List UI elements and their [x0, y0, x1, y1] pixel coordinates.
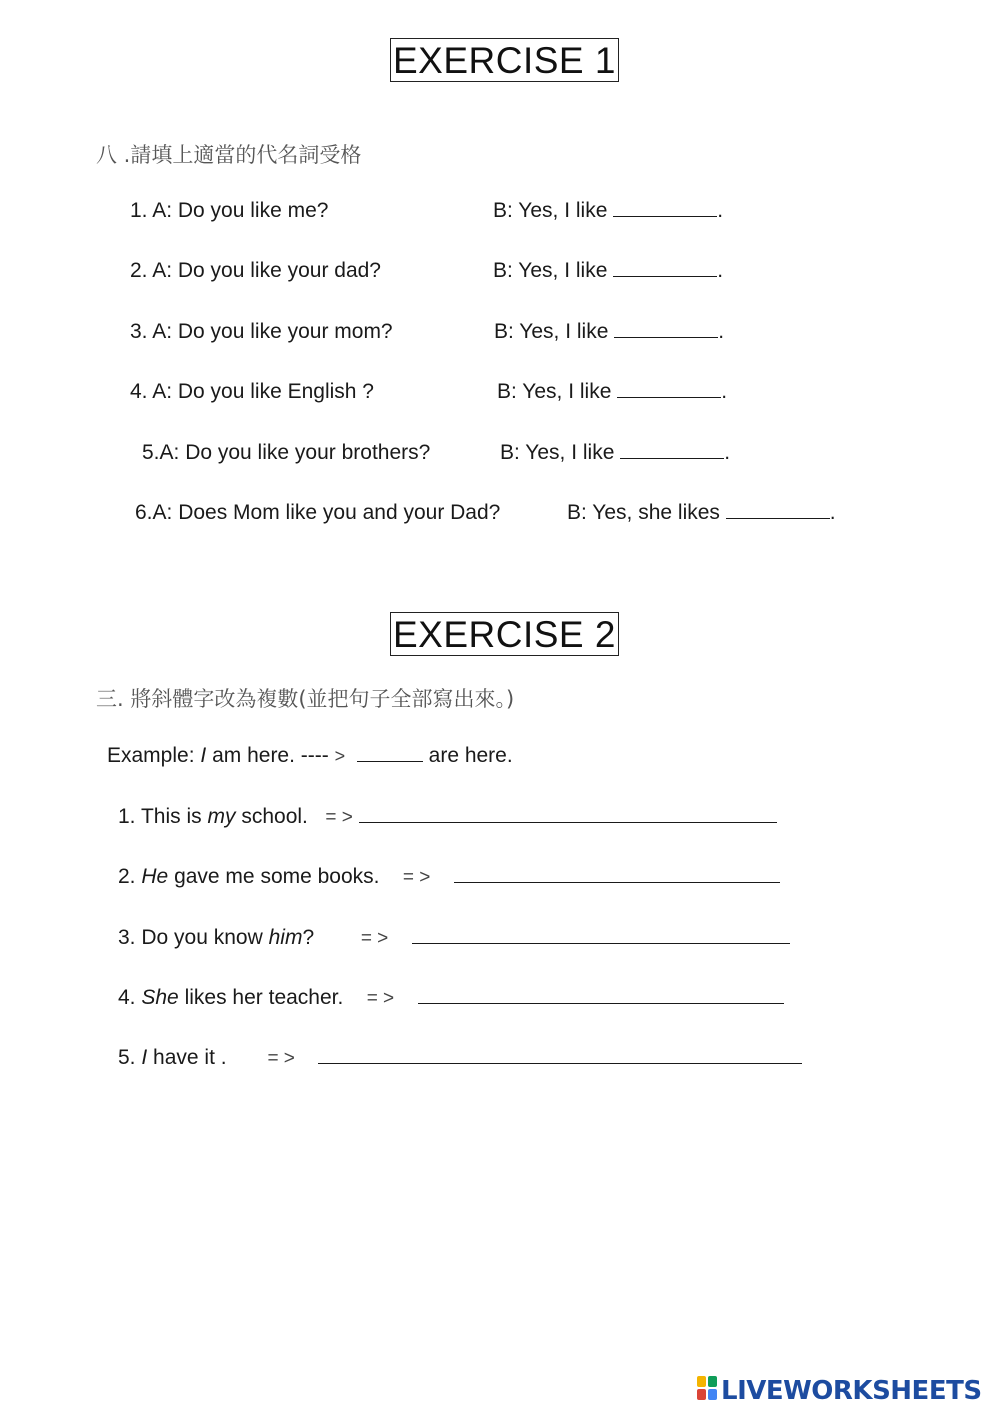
- item-italic-word: She: [141, 986, 179, 1009]
- answer-line[interactable]: [418, 1002, 784, 1004]
- item-prefix: 5.: [118, 1046, 136, 1069]
- exercise1-question-5: 5.A: Do you like your brothers?: [142, 441, 431, 464]
- exercise1-answer-4: [497, 380, 727, 404]
- answer-blank[interactable]: [613, 275, 717, 277]
- example-blank: [357, 760, 423, 762]
- item-suffix: likes her teacher.: [184, 986, 344, 1009]
- answer-blank[interactable]: [726, 517, 830, 519]
- answer-suffix: .: [717, 199, 724, 222]
- answer-prefix: B: Yes, I like: [494, 320, 609, 343]
- example-italic-word: I: [200, 744, 207, 767]
- example-after-blank: are here.: [428, 744, 513, 767]
- exercise1-answer-1: [493, 199, 723, 223]
- item-italic-word: I: [141, 1046, 148, 1069]
- exercise1-question-3: 3. A: Do you like your mom?: [130, 320, 393, 343]
- item-arrow: = >: [402, 867, 431, 888]
- item-prefix: 2.: [118, 865, 136, 888]
- answer-suffix: .: [724, 441, 731, 464]
- exercise2-item-1: [118, 805, 777, 829]
- item-arrow: = >: [366, 988, 395, 1009]
- answer-prefix: B: Yes, I like: [497, 380, 612, 403]
- answer-prefix: B: Yes, I like: [500, 441, 615, 464]
- exercise1-question-2: 2. A: Do you like your dad?: [130, 259, 381, 282]
- answer-blank[interactable]: [613, 215, 717, 217]
- answer-line[interactable]: [454, 881, 780, 883]
- answer-line[interactable]: [359, 821, 777, 823]
- exercise1-answer-2: [493, 259, 723, 283]
- answer-prefix: B: Yes, she likes: [567, 501, 720, 524]
- answer-blank[interactable]: [620, 457, 724, 459]
- example-arrow: >: [334, 746, 346, 766]
- answer-suffix: .: [717, 259, 724, 282]
- exercise1-answer-6: [567, 501, 836, 525]
- item-italic-word: him: [268, 926, 303, 949]
- exercise1-answer-3: [494, 320, 724, 344]
- exercise1-instruction: 八 .請填上適當的代名詞受格: [96, 143, 362, 167]
- item-italic-word: my: [207, 805, 236, 828]
- exercise2-title: EXERCISE 2: [390, 612, 619, 656]
- answer-prefix: B: Yes, I like: [493, 259, 608, 282]
- item-arrow: = >: [267, 1048, 295, 1069]
- exercise2-instruction: 三. 將斜體字改為複數(並把句子全部寫出來。): [96, 687, 515, 711]
- liveworksheets-logo-mark-icon: [697, 1376, 719, 1402]
- answer-suffix: .: [718, 320, 725, 343]
- exercise1-title: EXERCISE 1: [390, 38, 619, 82]
- answer-prefix: B: Yes, I like: [493, 199, 608, 222]
- item-arrow: = >: [360, 928, 389, 949]
- item-prefix: 1. This is: [118, 805, 202, 828]
- exercise1-question-6: 6.A: Does Mom like you and your Dad?: [135, 501, 501, 524]
- exercise2-item-3: [118, 926, 790, 950]
- item-suffix: gave me some books.: [174, 865, 380, 888]
- item-suffix: ?: [302, 926, 315, 949]
- exercise2-example: [107, 744, 513, 768]
- item-italic-word: He: [141, 865, 169, 888]
- example-text: am here. ----: [212, 744, 329, 767]
- item-suffix: school.: [241, 805, 308, 828]
- item-prefix: 4.: [118, 986, 136, 1009]
- exercise2-item-5: [118, 1046, 802, 1070]
- exercise2-item-2: [118, 865, 780, 889]
- item-arrow: = >: [325, 807, 353, 828]
- exercise1-question-4: 4. A: Do you like English ?: [130, 380, 374, 403]
- answer-suffix: .: [829, 501, 836, 524]
- item-suffix: have it .: [153, 1046, 227, 1069]
- exercise1-answer-5: [500, 441, 730, 465]
- exercise1-question-1: 1. A: Do you like me?: [130, 199, 329, 222]
- answer-line[interactable]: [318, 1062, 802, 1064]
- liveworksheets-logo: [697, 1376, 982, 1406]
- liveworksheets-logo-text: LIVEWORKSHEETS: [721, 1376, 982, 1406]
- answer-blank[interactable]: [617, 396, 721, 398]
- answer-suffix: .: [721, 380, 728, 403]
- exercise2-item-4: [118, 986, 784, 1010]
- item-prefix: 3. Do you know: [118, 926, 263, 949]
- answer-line[interactable]: [412, 942, 790, 944]
- example-label: Example:: [107, 744, 195, 767]
- answer-blank[interactable]: [614, 336, 718, 338]
